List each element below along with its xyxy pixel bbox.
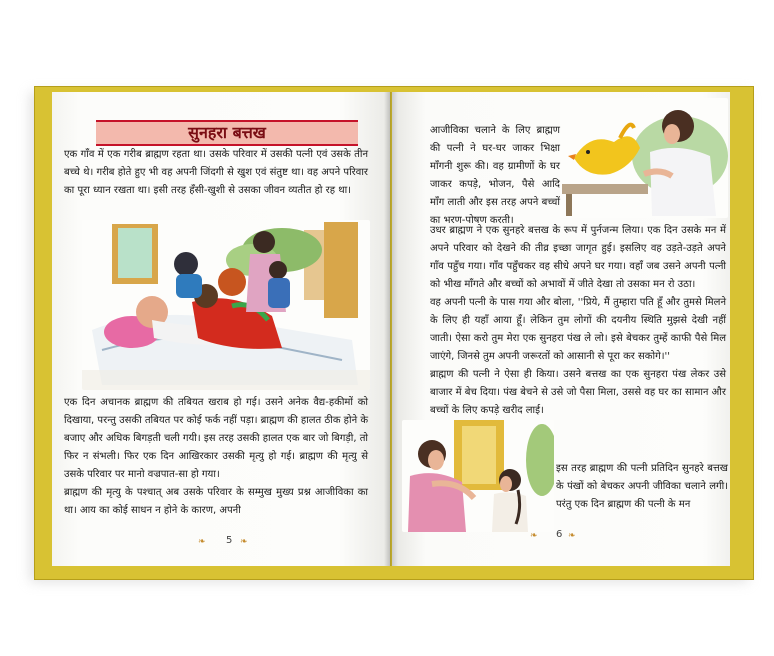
family-sickbed-illustration	[82, 220, 370, 390]
right-paragraph-3: वह अपनी पत्नी के पास गया और बोला, ''प्रिये, मैं तुम्हारा पति हूँ और तुमसे मिलने के लिए ही यहाँ आया हूँ। लेकिन तुम लोगों की दयनीय स्थिति मुझसे देखी नहीं जाती। ऐसा करो तुम मेरा एक सुनहरा पंख ले लो। इसे बेचकर तुम्हें काफी पैसे मिल जाएंगे, जिनसे तुम अपनी जरूरतों को आसानी से पूरा कर सकोगे।''	[430, 297, 726, 362]
right-text-block-1	[430, 122, 560, 230]
left-paragraph-3: ब्राह्मण की मृत्यु के पश्चात् अब उसके परिवार के सम्मुख मुख्य प्रश्न आजीविका का था। आय का कोई साधन न होने के कारण, अपनी	[64, 487, 368, 516]
woman-golden-duck-illustration	[560, 98, 728, 218]
left-ornament-right: ❧	[240, 537, 248, 547]
left-paragraph-1: एक गाँव में एक गरीब ब्राह्मण रहता था। उसके परिवार में उसकी पत्नी एवं उसके तीन बच्चे थे। गरीब होते हुए भी वह अपनी जिंदगी से खुश एवं संतुष्ट था। वह अपने परिवार का पूरा ध्यान रखता था। इसी तरह हँसी-खुशी से उसका जीवन व्यतीत हो रह था।	[64, 149, 368, 196]
right-paragraph-1: आजीविका चलाने के लिए ब्राह्मण की पत्नी ने घर-घर जाकर भिक्षा माँगनी शुरू की। वह ग्रामीणों के घर जाकर कपड़े, भोजन, पैसे आदि माँग लाती और इस तरह अपने बच्चों का भरण-पोषण करती।	[430, 125, 560, 226]
right-paragraph-4: ब्राह्मण की पत्नी ने ऐसा ही किया। उसने बत्तख का एक सुनहरा पंख लेकर उसे बाजार में बेच दिया। पंख बेचने से उसे जो पैसा मिला, उससे वह घर का सामान और बच्चों के लिए कपड़े खरीद लाई।	[430, 369, 726, 416]
right-paragraph-5: इस तरह ब्राह्मण की पत्नी प्रतिदिन सुनहरे बत्तख के पंखों को बेचकर अपनी जीविका चलाने लगी। परंतु एक दिन ब्राह्मण की पत्नी के मन	[556, 463, 728, 510]
left-text-block-2	[64, 394, 368, 520]
right-paragraph-4-start	[430, 366, 726, 420]
left-text-block-1	[64, 146, 368, 200]
right-ornament-left: ❧	[530, 531, 538, 541]
left-page-number: 5	[226, 535, 233, 546]
right-ornament-right: ❧	[568, 531, 576, 541]
mother-daughter-illustration	[402, 420, 554, 532]
right-text-block-3	[556, 460, 728, 514]
left-ornament-left: ❧	[198, 537, 206, 547]
book-gutter	[384, 92, 398, 566]
right-text-block-2	[430, 222, 726, 420]
story-title-box	[96, 120, 358, 146]
right-page-number: 6	[556, 529, 563, 540]
left-paragraph-2: एक दिन अचानक ब्राह्मण की तबियत खराब हो गई। उसने अनेक वैद्य-हकीमों को दिखाया, परन्तु उसकी तबियत पर कोई फर्क नहीं पड़ा। ब्राह्मण की हालत ठीक होने के बजाए और अधिक बिगड़ती चली गयी। इस तरह उसकी हालत एक बार जो बिगड़ी, तो फिर न संभली। फिर एक दिन आखिरकार उसकी मृत्यु हो गई। ब्राह्मण की मृत्यु से उसके परिवार पर मानो वज्रपात-सा हो गया।	[64, 397, 368, 480]
right-paragraph-2: उधर ब्राह्मण ने एक सुनहरे बत्तख के रूप में पुर्नजन्म लिया। एक दिन उसके मन में अपने परिवार को देखने की तीव्र इच्छा जागृत हुई। इसलिए वह उड़ते-उड़ते अपने गाँव पहुँच गया। गाँव पहुँचकर वह सीधे अपने घर गया। वहाँ जब उसने अपनी पत्नी को भीख माँगते और बच्चों को अभावों में जीते देखा तो उसका मन रो उठा।	[430, 225, 726, 290]
story-title: सुनहरा बत्तख	[188, 123, 266, 142]
